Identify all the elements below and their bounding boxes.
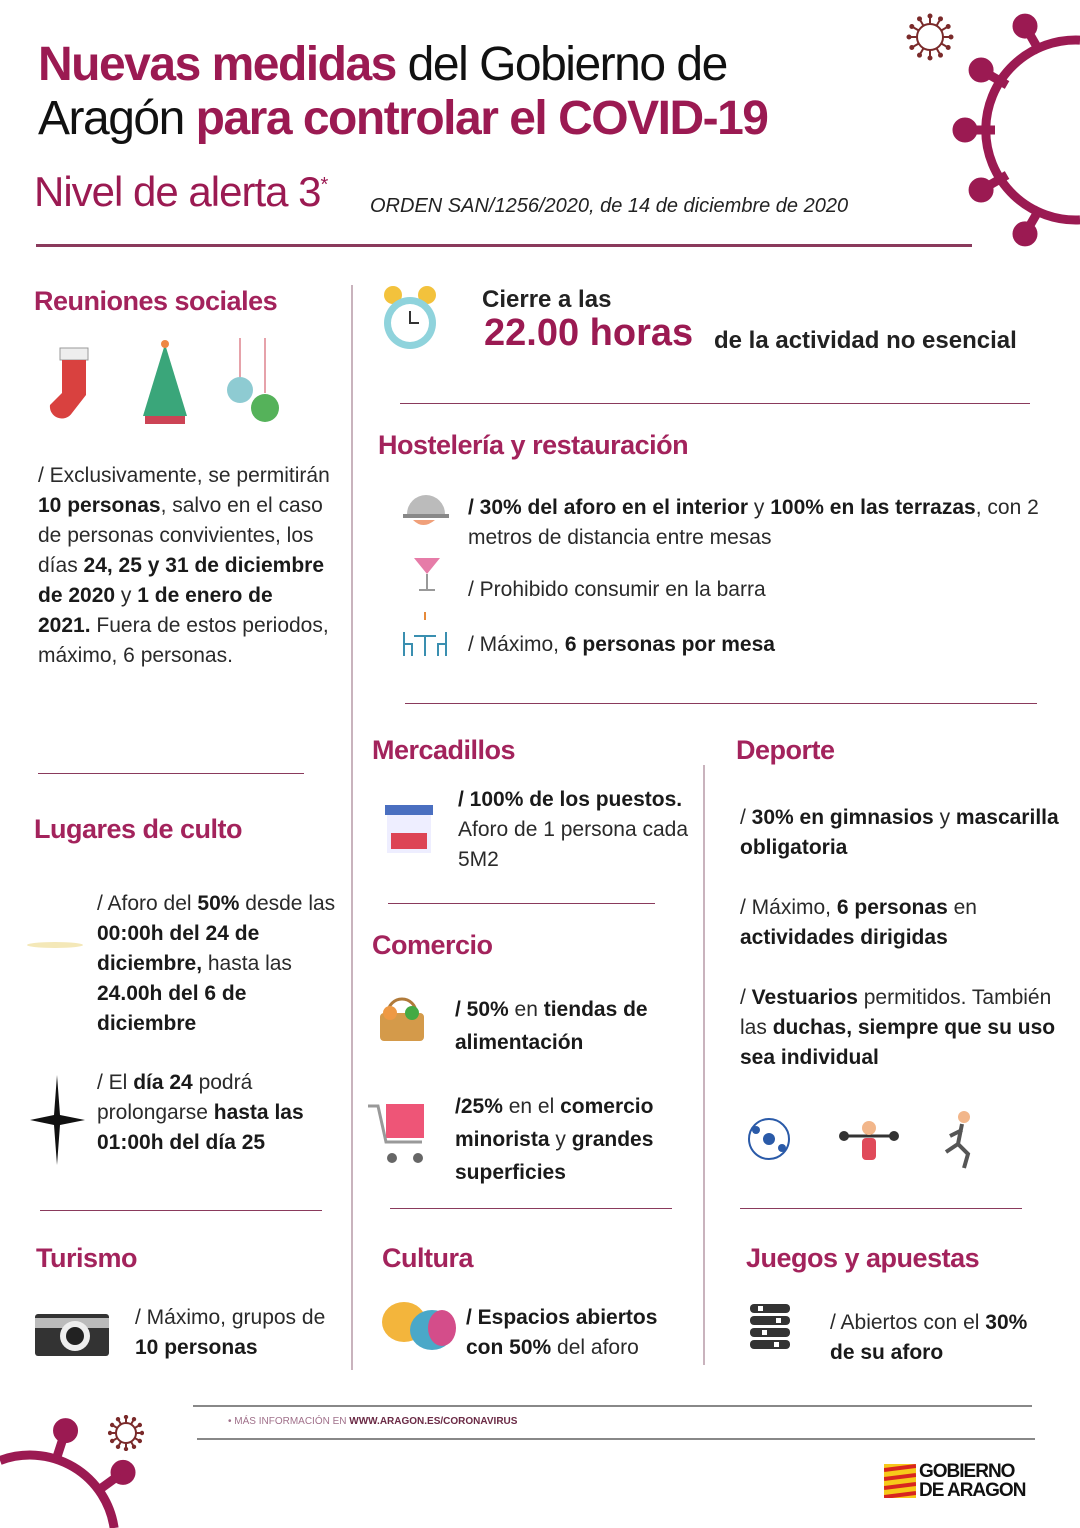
shopping-cart-icon: [366, 1100, 432, 1166]
text-segment: 30% en gimnasios: [751, 806, 934, 829]
text-segment: y: [115, 584, 138, 607]
footer-divider-bottom: [197, 1438, 1035, 1440]
virus-spike-tip: [58, 1423, 74, 1439]
virus-spike-tip: [908, 36, 911, 39]
text-segment: 30% de su aforo: [830, 1311, 1028, 1364]
virus-spike-tip: [918, 17, 921, 20]
text-segment: /: [740, 806, 752, 829]
virus-spike-tip: [939, 54, 942, 57]
hosteleria-item-1: [468, 493, 1048, 553]
virus-spike-tip: [141, 1432, 143, 1434]
text-segment: actividades dirigidas: [740, 926, 948, 949]
alert-level: Nivel de alerta 3*: [34, 168, 328, 215]
text-segment: / 100% de los puestos.: [458, 788, 683, 811]
text-segment: en: [947, 896, 977, 919]
christmas-stocking-icon: [42, 340, 102, 425]
virus-spike-tip: [125, 1416, 127, 1418]
text-segment: hasta las 01:00h del día 25: [97, 1101, 304, 1154]
text-segment: hasta las: [202, 952, 292, 975]
section-title-juegos: Juegos y apuestas: [746, 1243, 980, 1273]
cocktail-icon: [412, 550, 442, 595]
column-divider-2: [703, 765, 705, 1365]
text-segment: 50%: [197, 892, 240, 915]
text-segment: 1 de enero de 2021.: [38, 584, 273, 637]
text-segment: del Gobierno de: [395, 38, 727, 91]
text-segment: tiendas de alimentación: [455, 998, 648, 1054]
text-segment: para controlar el COVID-19: [195, 92, 768, 145]
cultura-text: [466, 1303, 696, 1363]
virus-spike-tip: [1017, 226, 1033, 242]
deporte-item-3: [740, 983, 1060, 1073]
text-segment: 24.00h del 6 de diciembre: [97, 982, 247, 1035]
text-segment: 10 personas: [135, 1336, 258, 1359]
virus-spike-tip: [1017, 18, 1033, 34]
reuniones-text: [38, 461, 330, 671]
text-segment: , con 2 metros de distancia entre mesas: [468, 496, 1039, 549]
sparkle-glow-icon: [25, 925, 85, 965]
juegos-text: [830, 1308, 1050, 1368]
virus-spike-tip: [929, 15, 932, 18]
weightlifter-icon: [838, 1116, 900, 1166]
text-segment: y: [549, 1128, 572, 1151]
text-segment: / Aforo del: [97, 892, 198, 915]
section-title-cultura: Cultura: [382, 1243, 473, 1273]
divider: [38, 773, 304, 774]
comercio-item-2: [455, 1090, 705, 1189]
section-title-comercio: Comercio: [372, 930, 493, 960]
text-segment: Aragón: [38, 92, 196, 145]
text-segment: Vestuarios: [751, 986, 858, 1009]
text-segment: comercio minorista: [455, 1095, 654, 1151]
virus-spike-tip: [111, 1440, 113, 1442]
ornaments-icon: [225, 338, 285, 428]
footer-info: • MÁS INFORMACIÓN EN WWW.ARAGON.ES/CORONAVIRUS: [228, 1416, 518, 1427]
virus-spike-tip: [939, 17, 942, 20]
text-segment: , salvo en el caso de personas convivientes, los días: [38, 494, 323, 577]
text-segment: /: [455, 998, 467, 1021]
virus-spike-tip: [117, 1446, 119, 1448]
text-segment: / Máximo,: [468, 633, 565, 656]
text-segment: día 24: [133, 1071, 193, 1094]
text-segment: / Abiertos con el: [830, 1311, 986, 1334]
divider: [390, 1208, 672, 1209]
turismo-text: [135, 1303, 335, 1363]
text-segment: / Máximo, grupos de: [135, 1306, 326, 1329]
table-chairs-icon: [400, 612, 450, 658]
text-segment: desde las: [239, 892, 336, 915]
text-segment: y: [748, 496, 771, 519]
section-title-hosteleria: Hostelería y restauración: [378, 430, 689, 460]
section-title-deporte: Deporte: [736, 735, 835, 765]
text-segment: 00:00h del 24 de diciembre,: [97, 922, 260, 975]
star-icon: [30, 1075, 85, 1165]
divider: [405, 703, 1037, 704]
culto-item-1: [97, 889, 347, 1039]
header-divider: [36, 244, 972, 247]
deporte-item-2: [740, 893, 1060, 953]
closing-time: 22.00 horas: [484, 312, 694, 354]
text-segment: y: [933, 806, 956, 829]
virus-spike-tip: [139, 1440, 141, 1442]
alarm-clock-icon: [380, 283, 440, 358]
christmas-tree-icon: [135, 338, 195, 428]
virus-spike-tip: [111, 1424, 113, 1426]
text-segment: del aforo: [551, 1336, 639, 1359]
divider: [388, 903, 655, 904]
cloche-icon: [403, 490, 449, 530]
title-line-1: [38, 38, 727, 92]
poker-chips-icon: [748, 1302, 792, 1358]
virus-spike-tip: [117, 1418, 119, 1420]
virus-spike-tip: [929, 57, 932, 60]
culto-item-2: [97, 1068, 337, 1158]
grocery-basket-icon: [376, 993, 428, 1045]
comercio-item-1: [455, 993, 695, 1059]
text-segment: /: [740, 986, 752, 1009]
hosteleria-item-3: [468, 630, 1028, 660]
camera-icon: [35, 1308, 111, 1358]
text-segment: / 30% del aforo en el interior: [468, 496, 749, 519]
virus-spike-tip: [109, 1432, 111, 1434]
text-segment: /25%: [455, 1095, 503, 1118]
section-title-mercadillos: Mercadillos: [372, 735, 516, 765]
large-virus-icon: [945, 0, 1080, 260]
hosteleria-item-2: [468, 575, 1028, 605]
virus-spike-tip: [973, 182, 989, 198]
virus-spike-tip: [133, 1446, 135, 1448]
footer-link[interactable]: WWW.ARAGON.ES/CORONAVIRUS: [349, 1416, 518, 1427]
runner-icon: [940, 1110, 980, 1170]
text-segment: en: [508, 998, 544, 1021]
section-title-reuniones: Reuniones sociales: [34, 286, 278, 316]
deporte-item-1: [740, 803, 1060, 863]
soccer-ball-icon: [746, 1116, 792, 1162]
virus-spike-tip: [973, 62, 989, 78]
mercadillos-text: [458, 785, 688, 875]
text-segment: 6 personas por mesa: [564, 633, 775, 656]
text-segment: / El: [97, 1071, 134, 1094]
theater-masks-icon: [380, 1300, 458, 1354]
market-stall-icon: [383, 803, 435, 855]
text-segment: en el: [502, 1095, 561, 1118]
divider: [400, 403, 1030, 404]
text-segment: Nuevas medidas: [38, 38, 396, 91]
text-segment: mascarilla obligatoria: [740, 806, 1059, 859]
text-segment: grandes superficies: [455, 1128, 654, 1184]
footer-divider-top: [193, 1405, 1032, 1407]
text-segment: Aforo de 1 persona cada 5M2: [458, 818, 688, 871]
text-segment: Fuera de estos periodos, máximo, 6 personas.: [38, 614, 329, 667]
text-segment: 10 personas: [38, 494, 161, 517]
virus-spike-tip: [139, 1424, 141, 1426]
text-segment: permitidos. También las: [740, 986, 1052, 1039]
text-segment: / Exclusivamente, se permitirán: [38, 464, 330, 487]
column-divider-1: [351, 285, 353, 1370]
text-segment: 6 personas: [836, 896, 948, 919]
divider: [740, 1208, 1022, 1209]
text-segment: duchas, siempre que su uso sea individual: [740, 1016, 1056, 1069]
closing-line-1: Cierre a las: [482, 286, 612, 313]
text-segment: / Espacios abiertos con 50%: [466, 1306, 658, 1359]
virus-spike-tip: [957, 122, 973, 138]
virus-spike-tip: [918, 54, 921, 57]
virus-spike-tip: [910, 25, 913, 28]
text-segment: 24, 25 y 31 de diciembre de 2020: [38, 554, 325, 607]
virus-spike-tip: [133, 1418, 135, 1420]
aragon-flag-icon: [884, 1464, 916, 1498]
section-title-turismo: Turismo: [36, 1243, 138, 1273]
text-segment: podrá prolongarse: [97, 1071, 253, 1124]
virus-spike-tip: [910, 46, 913, 49]
text-segment: / Prohibido consumir en la barra: [468, 578, 766, 601]
text-segment: 100% en las terrazas: [770, 496, 976, 519]
small-virus-icon-bottom: [108, 1415, 144, 1451]
virus-spike-tip: [115, 1464, 131, 1480]
order-reference: ORDEN SAN/1256/2020, de 14 de diciembre de 2020: [370, 195, 849, 217]
virus-spike-tip: [125, 1448, 127, 1450]
closing-rest: de la actividad no esencial: [714, 327, 1017, 354]
section-title-culto: Lugares de culto: [34, 814, 243, 844]
title-line-2: [38, 92, 767, 146]
divider: [40, 1210, 322, 1211]
text-segment: 50%: [466, 998, 509, 1021]
text-segment: / Máximo,: [740, 896, 837, 919]
